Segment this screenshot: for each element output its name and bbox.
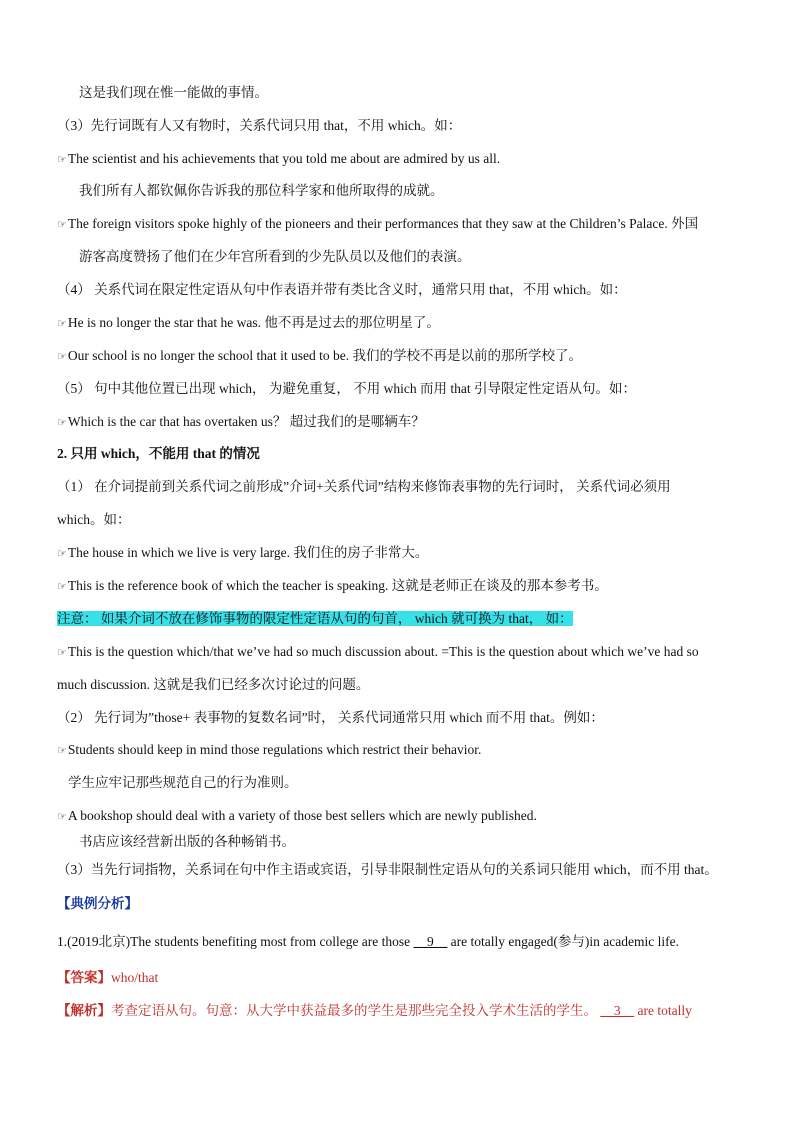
- line-4: 我们所有人都钦佩你告诉我的那位科学家和他所取得的成就。: [79, 183, 444, 198]
- hand-pointer-icon: ☞: [57, 416, 67, 429]
- line-1: 这是我们现在惟一能做的事情。: [79, 85, 268, 100]
- line-22: 学生应牢记那些规范自己的行为准则。: [68, 775, 298, 790]
- line-20: （2） 先行词为”those+ 表事物的复数名词”时， 关系代词通常只用 which 而不用 that。例如：: [57, 710, 604, 725]
- line-18: ☞This is the question which/that we’ve had so much discussion about. =This is the question about which we’ve had so: [57, 644, 699, 659]
- line-23: ☞A bookshop should deal with a variety of those best sellers which are newly published.: [57, 808, 537, 823]
- example-question: 1.(2019北京)The students benefiting most from college are those __9__ are totally engaged(参与)in academic life.: [57, 934, 679, 949]
- hand-pointer-icon: ☞: [57, 547, 67, 560]
- line-19: much discussion. 这就是我们已经多次讨论过的问题。: [57, 677, 370, 692]
- hand-pointer-icon: ☞: [57, 580, 67, 593]
- answer-line: 【答案】who/that: [57, 970, 159, 985]
- line-13: （1） 在介词提前到关系代词之前形成”介词+关系代词”结构来修饰表事物的先行词时， 关系代词必须用: [57, 479, 671, 494]
- line-5: ☞The foreign visitors spoke highly of the pioneers and their performances that they saw at the Children’s Palace. 外国: [57, 216, 699, 231]
- line-6: 游客高度赞扬了他们在少年宫所看到的少先队员以及他们的表演。: [79, 249, 471, 264]
- note-highlight: 注意： 如果介词不放在修饰事物的限定性定语从句的句首， which 就可换为 that， 如：: [57, 611, 573, 626]
- section-heading: 2. 只用 which，不能用 that 的情况: [57, 446, 260, 461]
- hand-pointer-icon: ☞: [57, 646, 67, 659]
- line-24: 书店应该经营新出版的各种畅销书。: [79, 834, 295, 849]
- line-10: （5） 句中其他位置已出现 which， 为避免重复， 不用 which 而用 that 引导限定性定语从句。如：: [57, 381, 636, 396]
- hand-pointer-icon: ☞: [57, 350, 67, 363]
- line-15: ☞The house in which we live is very large. 我们住的房子非常大。: [57, 545, 429, 560]
- line-7: （4） 关系代词在限定性定语从句中作表语并带有类比含义时，通常只用 that，不用 which。如：: [57, 282, 627, 297]
- example-analysis-heading: 【典例分析】: [57, 896, 138, 911]
- hand-pointer-icon: ☞: [57, 218, 67, 231]
- hand-pointer-icon: ☞: [57, 744, 67, 757]
- analysis-line: 【解析】考查定语从句。句意：从大学中获益最多的学生是那些完全投入学术生活的学生。 __3__ are totally: [57, 1003, 692, 1018]
- line-2: （3）先行词既有人又有物时，关系代词只用 that，不用 which。如：: [57, 118, 462, 133]
- line-9: ☞Our school is no longer the school that it used to be. 我们的学校不再是以前的那所学校了。: [57, 348, 582, 363]
- line-8: ☞He is no longer the star that he was. 他不再是过去的那位明星了。: [57, 315, 440, 330]
- line-11: ☞Which is the car that has overtaken us？ 超过我们的是哪辆车？: [57, 414, 425, 429]
- answer-blank: __9__: [413, 934, 448, 949]
- line-25: （3）当先行词指物，关系词在句中作主语或宾语，引导非限制性定语从句的关系词只能用 which，而不用 that。: [57, 862, 718, 877]
- line-21: ☞Students should keep in mind those regulations which restrict their behavior.: [57, 742, 482, 757]
- line-14: which。如：: [57, 512, 131, 527]
- line-3: ☞The scientist and his achievements that you told me about are admired by us all.: [57, 151, 501, 166]
- hand-pointer-icon: ☞: [57, 317, 67, 330]
- hand-pointer-icon: ☞: [57, 153, 67, 166]
- hand-pointer-icon: ☞: [57, 810, 67, 823]
- line-16: ☞This is the reference book of which the teacher is speaking. 这就是老师正在谈及的那本参考书。: [57, 578, 608, 593]
